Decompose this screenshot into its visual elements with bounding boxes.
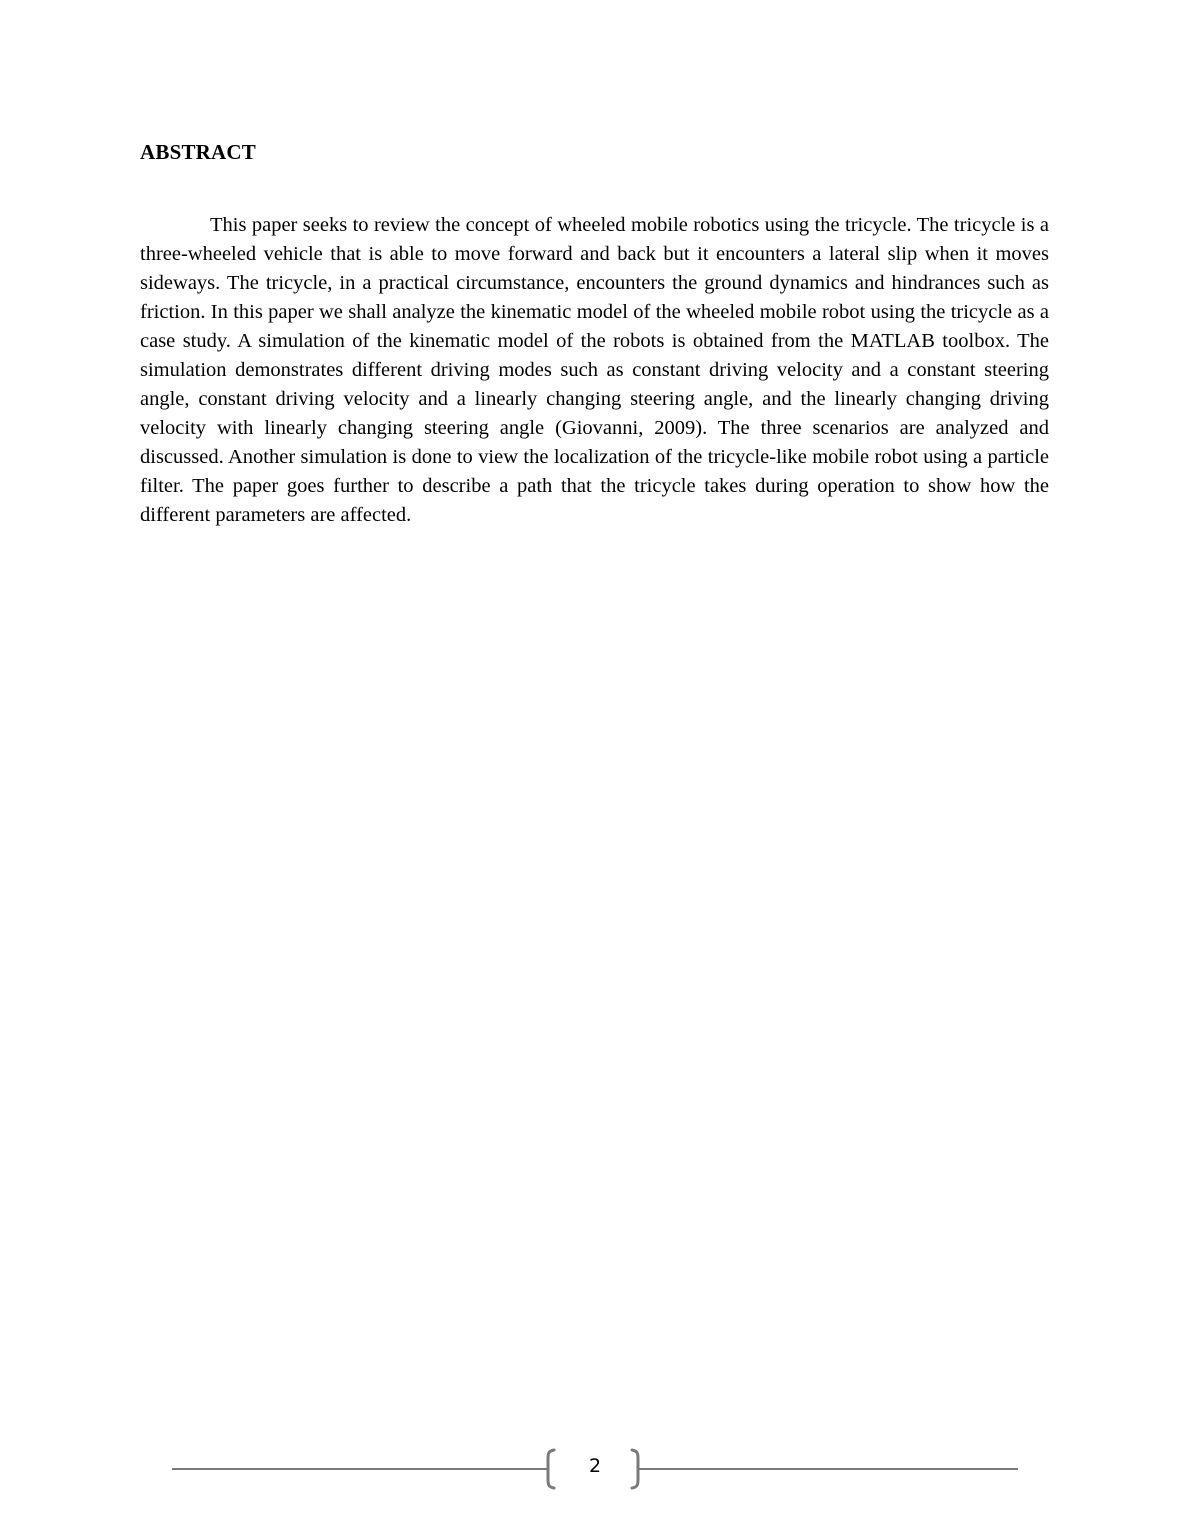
page-footer [172,1446,1018,1492]
footer-rule-left [172,1468,544,1470]
footer-rule-right [640,1468,1018,1470]
abstract-paragraph: This paper seeks to review the concept of wheeled mobile robotics using the tricycle. The tricycle is a three-wheeled vehicle that is able to move forward and back but it encounters a lateral slip when it moves sideways. The tricycle, in a practical circumstance, encounters the ground dynamics and hindrances such as friction. In this paper we shall analyze the kinematic model of the wheeled mobile robot using the tricycle as a case study. A simulation of the kinematic model of the robots is obtained from the MATLAB toolbox. The simulation demonstrates different driving modes such as constant driving velocity and a constant steering angle, constant driving velocity and a linearly changing steering angle, and the linearly changing driving velocity with linearly changing steering angle (Giovanni, 2009). The three scenarios are analyzed and discussed. Another simulation is done to view the localization of the tricycle-like mobile robot using a particle filter. The paper goes further to describe a path that the tricycle takes during operation to show how the different parameters are affected. [140,214,1049,526]
left-brace-icon [540,1448,580,1490]
page-number: 2 [588,1455,602,1477]
abstract-heading: ABSTRACT [140,140,256,164]
